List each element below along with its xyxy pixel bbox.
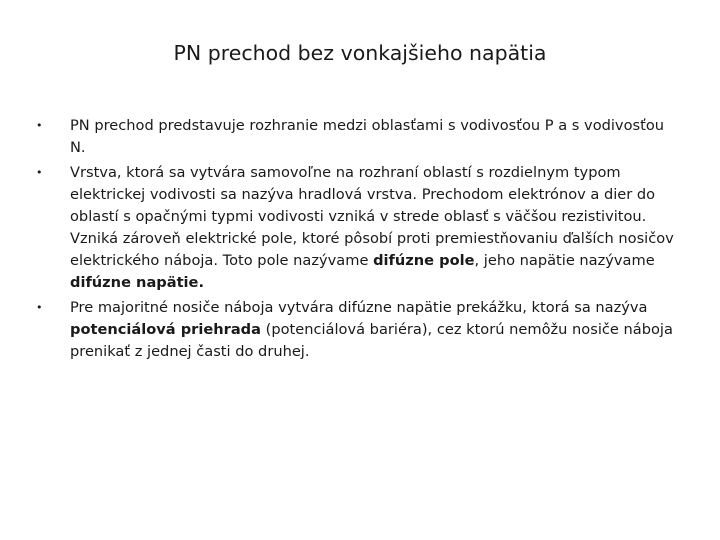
term-diffusion-voltage: difúzne napätie. [70,274,205,291]
term-diffusion-field: difúzne pole [373,252,475,269]
bullet-text: Pre majoritné nosiče náboja vytvára difúzne napätie prekážku, ktorá sa nazýva [70,299,648,316]
bullet-item-depletion-layer [36,162,681,294]
bullet-list [36,115,681,366]
bullet-text-continued: (potenciálová bariéra), cez ktorú nemôžu nosiče náboja prenikať z jednej časti do druhej. [70,321,673,360]
bullet-marker: • [36,166,43,179]
bullet-marker: • [36,301,43,314]
slide-title: PN prechod bez vonkajšieho napätia [173,41,547,65]
bullet-text-continued: , jeho napätie nazývame [474,252,655,269]
bullet-text: Vrstva, ktorá sa vytvára samovoľne na rozhraní oblastí s rozdielnym typom elektrickej vodivosti sa nazýva hradlová vrstva. Prechodom elektrónov a dier do oblastí s opačnými typmi vodivosti vzniká v strede oblasť s väčšou rezistivitou. Vzniká zároveň elektrické pole, ktoré pôsobí proti premiestňovaniu ďalších nosičov elektrického náboja. Toto pole nazývame [70,164,674,269]
term-potential-barrier: potenciálová priehrada [70,321,261,338]
bullet-item-potential-barrier [36,297,681,363]
bullet-marker: • [36,119,43,132]
bullet-item-pn-junction [36,115,681,159]
bullet-text: PN prechod predstavuje rozhranie medzi oblasťami s vodivosťou P a s vodivosťou N. [70,117,665,156]
